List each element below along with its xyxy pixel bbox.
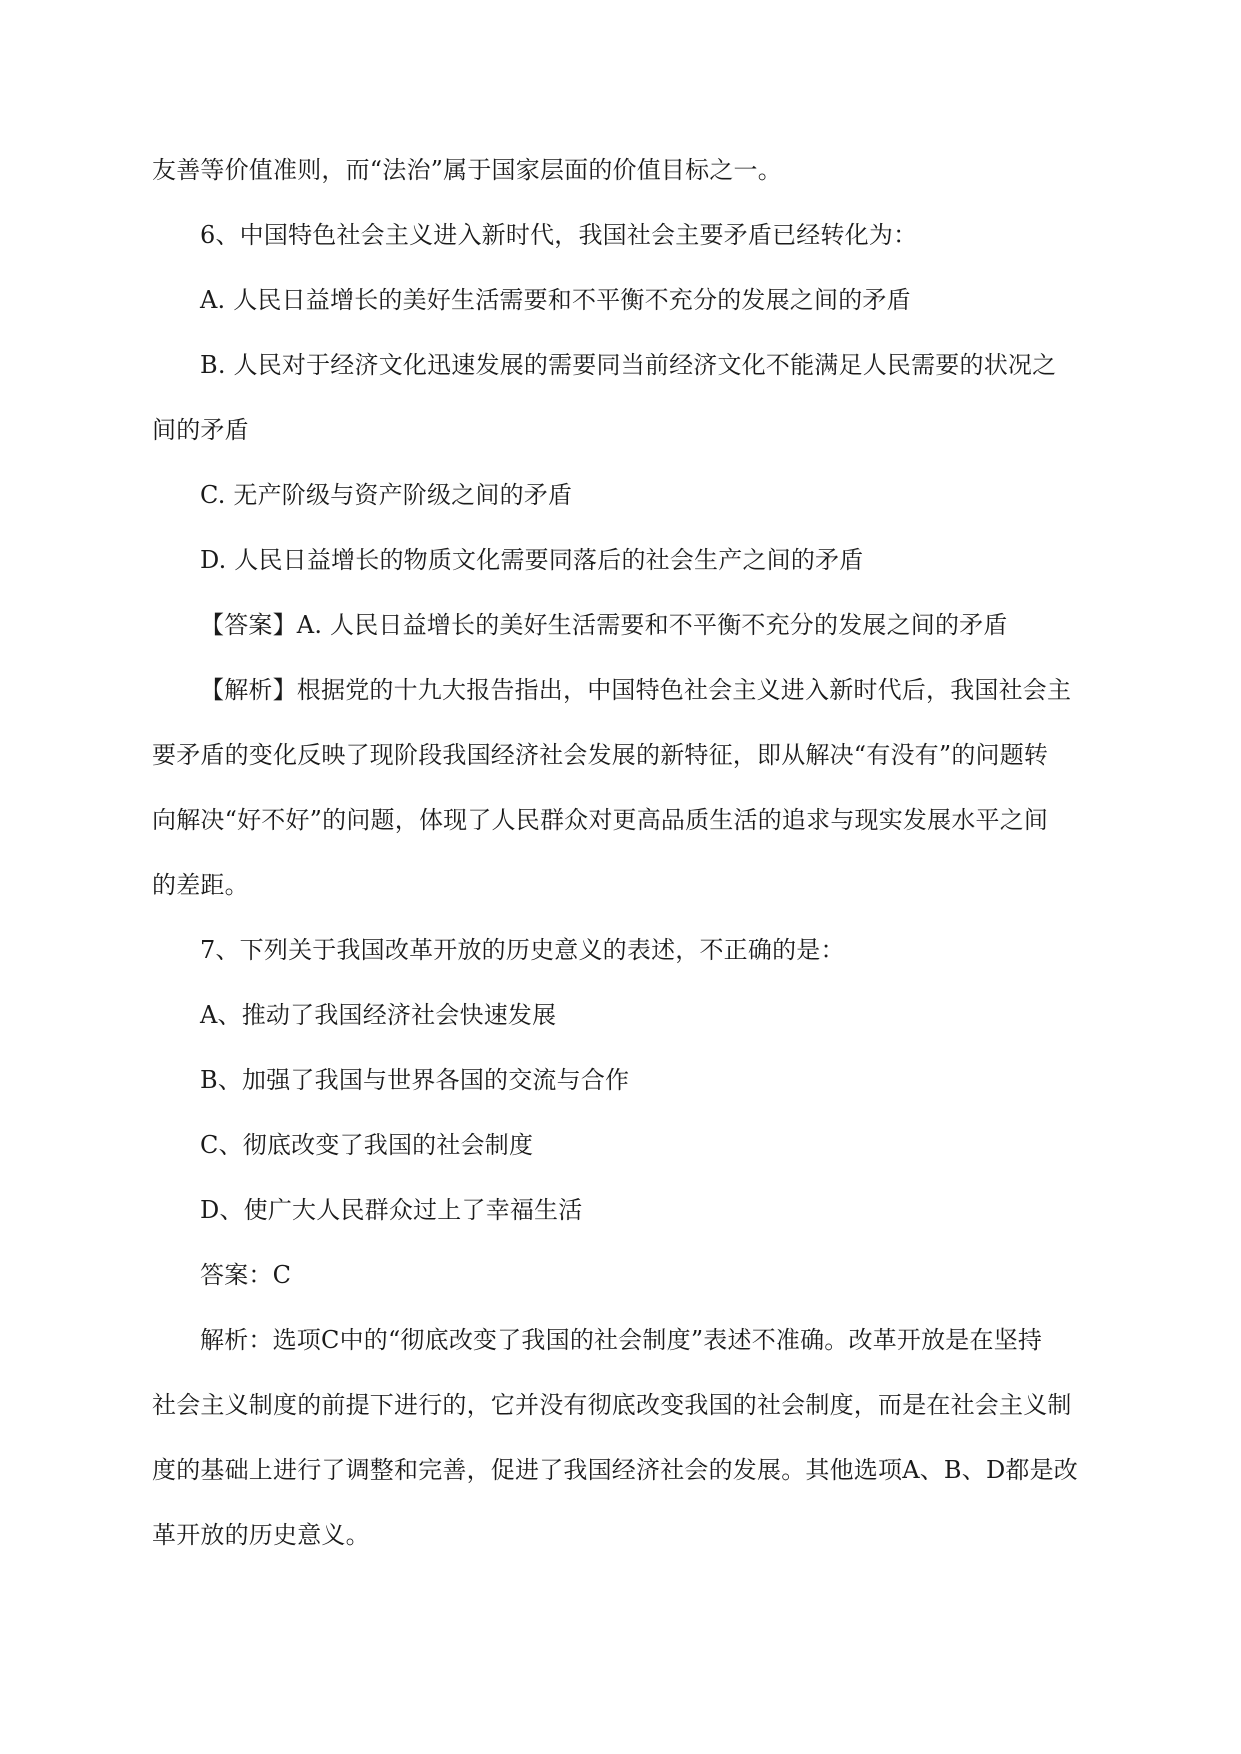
question-7-answer: 答案：C <box>200 1261 292 1289</box>
text-line: 友善等价值准则，而“法治”属于国家层面的价值目标之一。 <box>152 156 782 184</box>
question-6-option-d: D. 人民日益增长的物质文化需要同落后的社会生产之间的矛盾 <box>200 546 864 574</box>
question-7-analysis-continued: 革开放的历史意义。 <box>152 1521 370 1549</box>
question-7-analysis-continued: 社会主义制度的前提下进行的，它并没有彻底改变我国的社会制度，而是在社会主义制 <box>152 1391 1072 1419</box>
question-7-option-c: C、彻底改变了我国的社会制度 <box>200 1131 534 1159</box>
question-7-option-b: B、加强了我国与世界各国的交流与合作 <box>200 1066 630 1094</box>
question-6-stem: 6、中国特色社会主义进入新时代，我国社会主要矛盾已经转化为： <box>200 221 918 249</box>
question-6-analysis-continued: 的差距。 <box>152 871 249 899</box>
question-6-analysis: 【解析】根据党的十九大报告指出，中国特色社会主义进入新时代后，我国社会主 <box>200 676 1072 704</box>
question-6-analysis-continued: 要矛盾的变化反映了现阶段我国经济社会发展的新特征，即从解决“有没有”的问题转 <box>152 741 1049 769</box>
question-7-stem: 7、下列关于我国改革开放的历史意义的表述，不正确的是： <box>200 936 845 964</box>
question-6-option-b-continued: 间的矛盾 <box>152 416 249 444</box>
question-7-option-d: D、使广大人民群众过上了幸福生活 <box>200 1196 583 1224</box>
question-6-analysis-continued: 向解决“好不好”的问题，体现了人民群众对更高品质生活的追求与现实发展水平之间 <box>152 806 1049 834</box>
document-body <box>152 138 1092 1568</box>
question-7-analysis: 解析：选项C中的“彻底改变了我国的社会制度”表述不准确。改革开放是在坚持 <box>200 1326 1043 1354</box>
question-7-analysis-continued: 度的基础上进行了调整和完善，促进了我国经济社会的发展。其他选项A、B、D都是改 <box>152 1456 1079 1484</box>
question-6-option-c: C. 无产阶级与资产阶级之间的矛盾 <box>200 481 573 509</box>
question-7-option-a: A、推动了我国经济社会快速发展 <box>200 1001 557 1029</box>
question-6-option-b: B. 人民对于经济文化迅速发展的需要同当前经济文化不能满足人民需要的状况之 <box>200 351 1057 379</box>
question-6-answer: 【答案】A. 人民日益增长的美好生活需要和不平衡不充分的发展之间的矛盾 <box>200 611 1008 639</box>
question-6-option-a: A. 人民日益增长的美好生活需要和不平衡不充分的发展之间的矛盾 <box>200 286 911 314</box>
